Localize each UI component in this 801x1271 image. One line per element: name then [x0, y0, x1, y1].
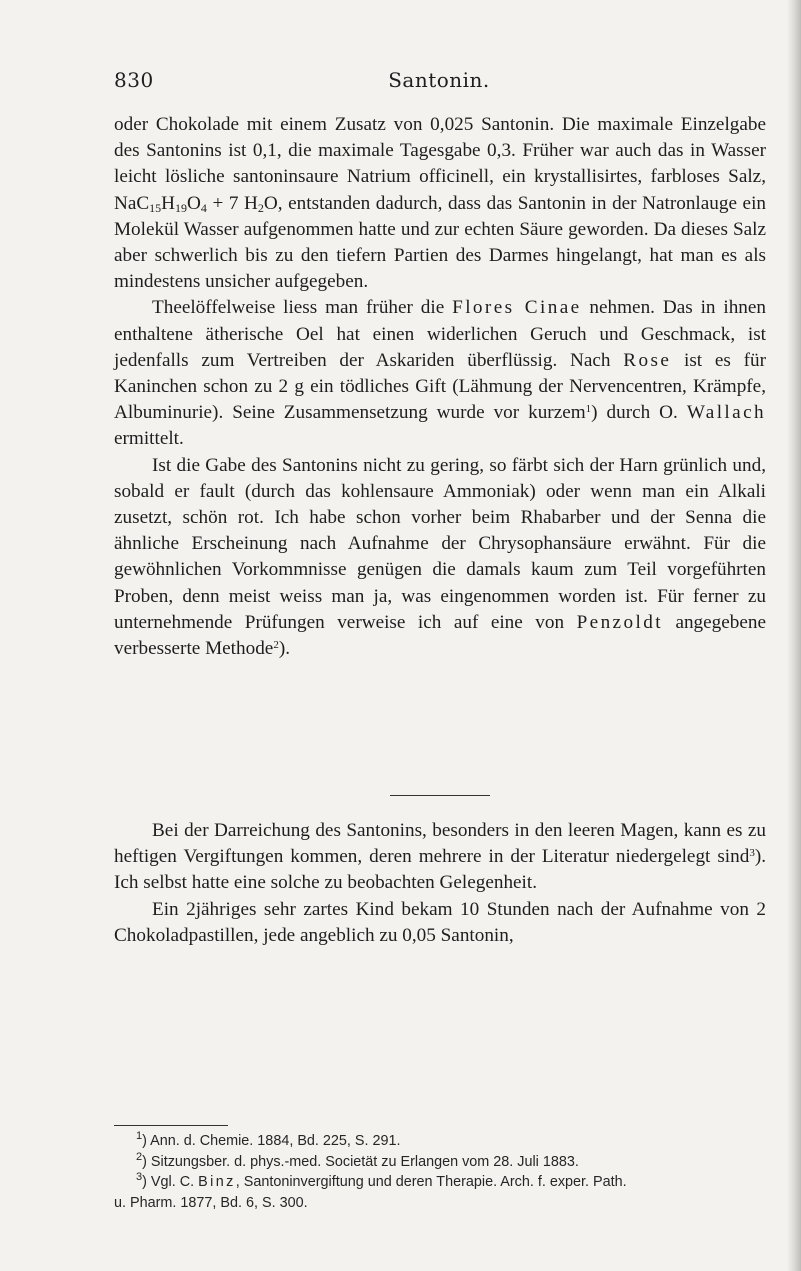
footnote-text: ) Vgl. C. — [142, 1174, 199, 1190]
footnote-2 — [114, 1152, 766, 1173]
formula-subscript: 15 — [149, 200, 162, 215]
paragraph-santoninsaure-natrium — [114, 112, 766, 295]
text-run: nehmen. Das in ihnen enthaltene ätherische Oel hat einen widerlichen Geruch und Geschmack, ist jedenfalls zum Vertreiben der Askariden überflüssig. Nach — [114, 297, 767, 371]
text-run: O, entstanden dadurch, dass das Santonin in der Natronlauge ein Molekül Wasser aufgenommen hatte und zur echten Säure geworden. Da dieses Salz aber schwerlich bis zu den tiefern Partien des Darmes hingelangt, hat man es als mindestens unsicher aufgegeben. — [114, 192, 767, 293]
text-run: ). Ich selbst hatte eine solche zu beobachten Gelegenheit. — [114, 846, 766, 894]
paragraph-vergiftungen — [114, 818, 766, 897]
page-edge-shadow — [787, 0, 801, 1271]
footnote-marker[interactable]: 2 — [273, 639, 279, 652]
spaced-term: Flores Cinae — [452, 297, 582, 319]
text-run: oder Chokolade mit einem Zusatz von 0,025 Santonin. Die maximale Einzelgabe des Santonins ist 0,1, die maximale Tagesgabe 0,3. Früher war auch das in Wasser leicht lösliche santoninsaure Natrium officinell, ein krystallisirtes, farbloses Salz, NaC — [114, 114, 766, 214]
formula-subscript: 2 — [257, 200, 264, 215]
footnote-marker[interactable]: 3 — [749, 847, 755, 860]
text-run: ). — [278, 638, 290, 660]
main-text-section-2 — [114, 818, 766, 949]
footnote-3-continued — [114, 1193, 766, 1214]
text-run: Ist die Gabe des Santonins nicht zu gering, so färbt sich der Harn grünlich und, sobald er fault (durch das kohlensaure Ammoniak) oder wenn man ein Alkali zusetzt, schön rot. Ich habe schon vorher beim Rhabarber und der Senna die ähnliche Erscheinung nach Aufnahme der Chrysophansäure erwähnt. Für die gewöhnlichen Vorkommnisse genügen die damals kaum zum Teil vorgeführten Proben, denn meist weiss man ja, was eingenommen worden ist. Für ferner zu unternehmende Prüfungen verweise ich auf eine von — [114, 454, 766, 633]
text-run: + 7 H — [206, 192, 258, 214]
formula-subscript: 19 — [175, 200, 188, 215]
main-text-section-1 — [114, 112, 766, 662]
footnote-number: 3 — [136, 1171, 143, 1183]
footnote-number: 1 — [136, 1130, 143, 1142]
footnote-rule — [114, 1125, 228, 1126]
paragraph-flores-cinae — [114, 295, 766, 452]
formula-subscript: 4 — [200, 200, 207, 215]
text-run: O — [187, 192, 201, 214]
footnote-text: , Santoninvergiftung und deren Therapie. Arch. f. exper. Path. — [235, 1174, 627, 1190]
text-run: angegebene verbesserte Methode — [114, 611, 766, 660]
spaced-name: Rose — [623, 349, 672, 371]
paragraph-kind — [114, 897, 766, 949]
spaced-name: Penzoldt — [576, 611, 663, 633]
page-header — [114, 68, 764, 98]
footnote-3 — [114, 1172, 766, 1193]
section-divider — [390, 795, 490, 796]
footnote-text: ) Sitzungsber. d. phys.-med. Societät zu Erlangen vom 28. Juli 1883. — [142, 1153, 579, 1170]
footnotes — [114, 1131, 766, 1213]
text-run: Ein 2jähriges sehr zartes Kind bekam 10 Stunden nach der Aufnahme von 2 Chokoladpastillen, jede angeblich zu 0,05 Santonin, — [114, 898, 766, 946]
footnote-text: ) Ann. d. Chemie. 1884, Bd. 225, S. 291. — [142, 1133, 401, 1149]
footnote-1 — [114, 1131, 766, 1152]
text-run: ist es für Kaninchen schon zu 2 g ein tödliches Gift (Lähmung der Nervencentren, Krämpfe, Albuminurie). Seine Zusammensetzung wurde vor kurzem — [114, 349, 766, 424]
running-title: Santonin. — [388, 68, 490, 92]
spaced-name: Binz — [198, 1174, 236, 1190]
footnote-number: 2 — [136, 1150, 143, 1163]
spaced-name: Wallach — [686, 402, 766, 424]
text-run: Theelöffelweise liess man früher die — [152, 297, 453, 319]
text-run: H — [161, 192, 176, 214]
footnote-text: u. Pharm. 1877, Bd. 6, S. 300. — [114, 1194, 308, 1211]
footnote-marker[interactable]: 1 — [585, 403, 592, 416]
page-number: 830 — [114, 68, 154, 92]
paragraph-harn — [114, 453, 766, 663]
text-run: ermittelt. — [114, 428, 184, 450]
text-run: ) durch O. — [591, 402, 687, 424]
text-run: Bei der Darreichung des Santonins, besonders in den leeren Magen, kann es zu heftigen Vergiftungen kommen, deren mehrere in der Literatur niedergelegt sind — [114, 820, 766, 868]
